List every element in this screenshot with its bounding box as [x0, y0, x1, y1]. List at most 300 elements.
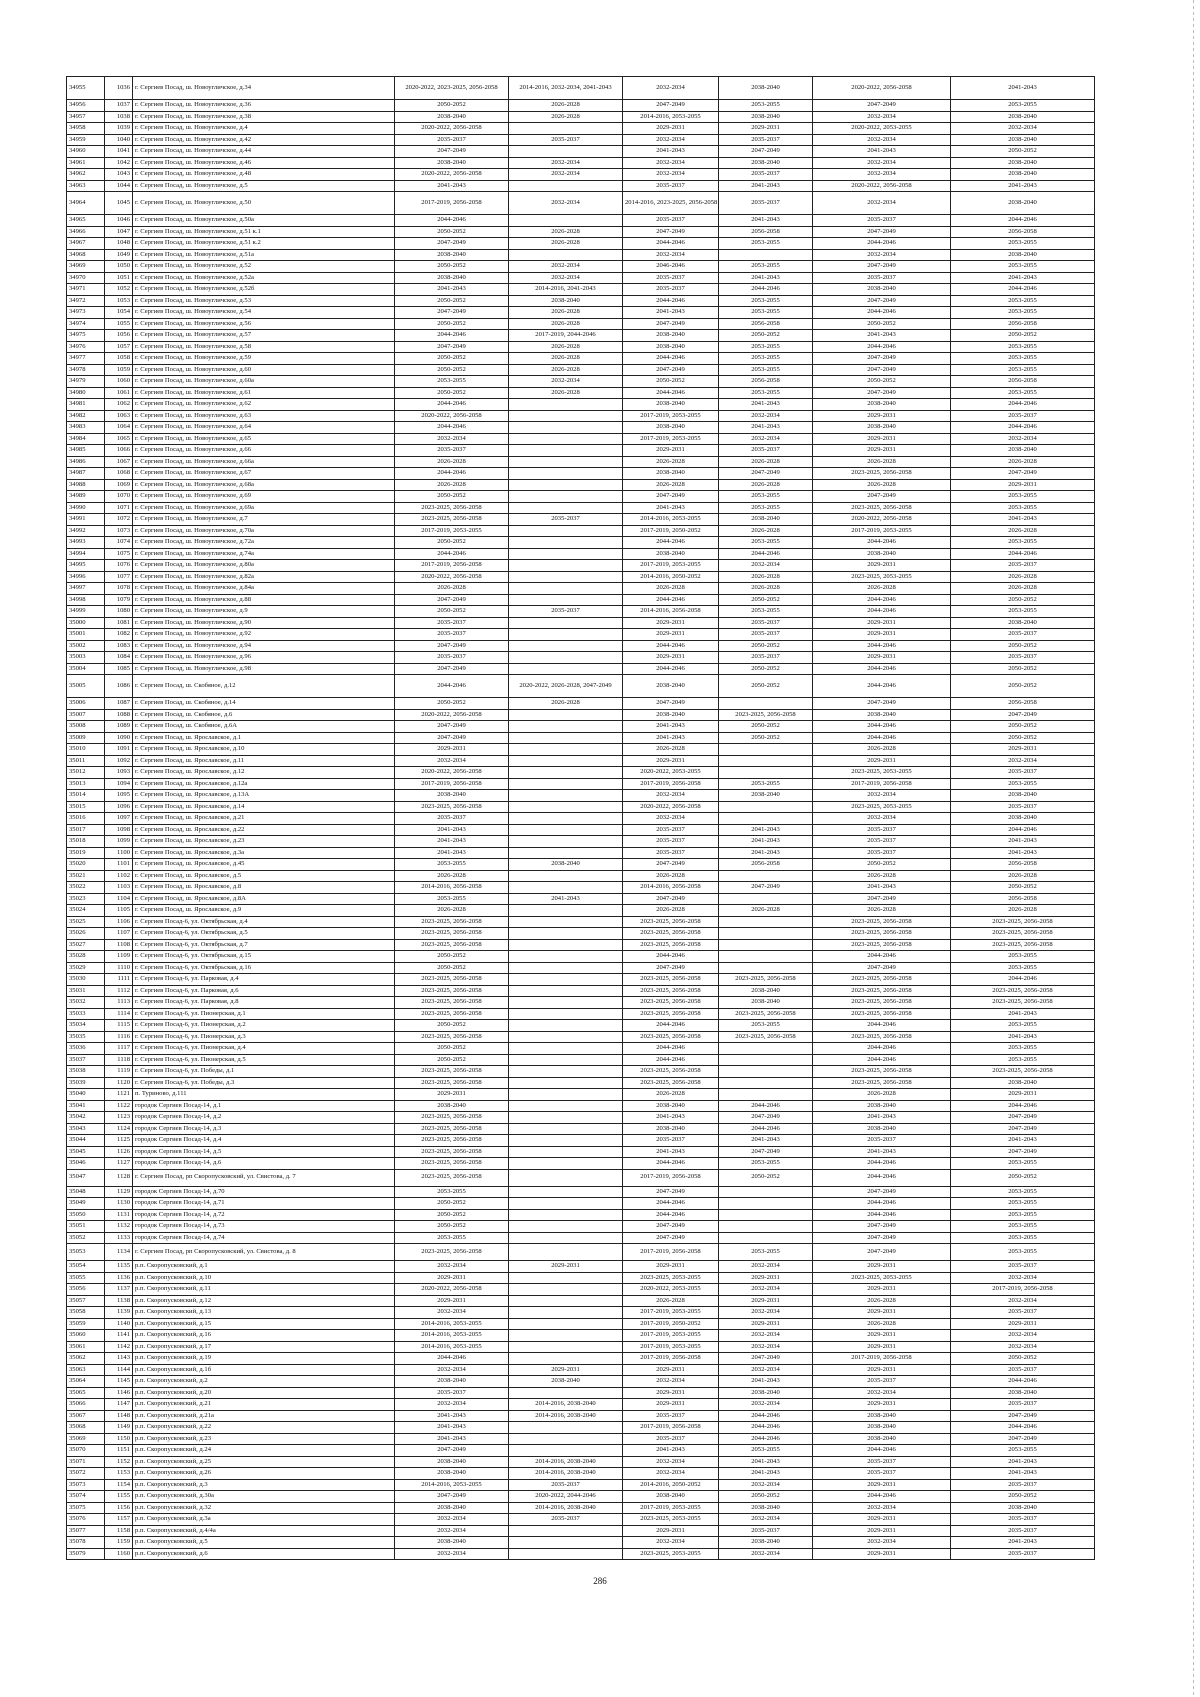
- row-number: 1087: [105, 698, 133, 710]
- row-number: 1036: [105, 77, 133, 100]
- period-col-4: 2029-2031: [719, 1272, 813, 1284]
- period-col-2: [509, 479, 623, 491]
- address: г. Сергиев Посад, ш. Новоугличское, д.34: [133, 77, 395, 100]
- address: г. Сергиев Посад, ш. Ярославское, д.12а: [133, 778, 395, 790]
- period-col-3: 2014-2016, 2023-2025, 2056-2058: [623, 192, 719, 215]
- period-col-2: 2026-2028: [509, 111, 623, 123]
- period-col-4: 2032-2034: [719, 433, 813, 445]
- period-col-1: 2041-2043: [395, 284, 509, 296]
- table-row: [67, 1244, 1095, 1261]
- period-col-5: 2023-2025, 2053-2055: [813, 801, 951, 813]
- period-col-5: 2032-2034: [813, 157, 951, 169]
- period-col-5: 2023-2025, 2056-2058: [813, 502, 951, 514]
- period-col-5: 2047-2049: [813, 100, 951, 112]
- period-col-6: 2047-2049: [951, 1433, 1095, 1445]
- table-row: [67, 295, 1095, 307]
- period-col-1: 2044-2046: [395, 399, 509, 411]
- period-col-4: 2023-2025, 2056-2058: [719, 1031, 813, 1043]
- period-col-3: 2032-2034: [623, 813, 719, 825]
- period-col-3: 2038-2040: [623, 330, 719, 342]
- period-col-3: 2023-2025, 2056-2058: [623, 916, 719, 928]
- period-col-5: 2035-2037: [813, 1376, 951, 1388]
- period-col-1: 2044-2046: [395, 468, 509, 480]
- period-col-2: 2020-2022, 2044-2046: [509, 1491, 623, 1503]
- address: г. Сергиев Посад-6, ул. Октябрьская, д.7: [133, 939, 395, 951]
- period-col-4: [719, 1077, 813, 1089]
- period-col-4: 2044-2046: [719, 1410, 813, 1422]
- period-col-5: 2029-2031: [813, 1514, 951, 1526]
- record-id: 35070: [67, 1445, 105, 1457]
- period-col-1: 2023-2025, 2056-2058: [395, 1008, 509, 1020]
- period-col-1: 2047-2049: [395, 640, 509, 652]
- row-number: 1062: [105, 399, 133, 411]
- record-id: 35008: [67, 721, 105, 733]
- period-col-1: 2047-2049: [395, 146, 509, 158]
- period-col-3: 2032-2034: [623, 157, 719, 169]
- period-col-1: 2023-2025, 2056-2058: [395, 1135, 509, 1147]
- period-col-3: 2044-2046: [623, 1020, 719, 1032]
- period-col-2: [509, 801, 623, 813]
- period-col-6: 2053-2055: [951, 1244, 1095, 1261]
- table-row: [67, 1548, 1095, 1560]
- period-col-2: [509, 1112, 623, 1124]
- period-col-3: 2032-2034: [623, 77, 719, 100]
- period-col-4: 2038-2040: [719, 77, 813, 100]
- address: г. Сергиев Посад, ш. Новоугличское, д.94: [133, 640, 395, 652]
- period-col-1: 2053-2055: [395, 859, 509, 871]
- period-col-1: 2047-2049: [395, 307, 509, 319]
- address: г. Сергиев Посад, ш. Новоугличское, д.52б: [133, 284, 395, 296]
- address: г. Сергиев Посад, ш. Новоугличское, д.53: [133, 295, 395, 307]
- period-col-3: 2047-2049: [623, 364, 719, 376]
- period-col-2: [509, 1284, 623, 1296]
- table-row: [67, 157, 1095, 169]
- period-col-5: 2047-2049: [813, 962, 951, 974]
- period-col-1: 2029-2031: [395, 1295, 509, 1307]
- period-col-2: [509, 410, 623, 422]
- period-col-6: 2053-2055: [951, 778, 1095, 790]
- period-col-3: 2035-2037: [623, 284, 719, 296]
- period-col-6: 2041-2043: [951, 272, 1095, 284]
- address: р.п. Скоропусковский, д.3а: [133, 1514, 395, 1526]
- period-col-6: 2047-2049: [951, 1112, 1095, 1124]
- address: р.п. Скоропусковский, д.10: [133, 1272, 395, 1284]
- period-col-2: [509, 1066, 623, 1078]
- period-col-1: 2032-2034: [395, 755, 509, 767]
- record-id: 34955: [67, 77, 105, 100]
- table-row: [67, 916, 1095, 928]
- period-col-4: [719, 962, 813, 974]
- period-col-3: 2026-2028: [623, 744, 719, 756]
- row-number: 1048: [105, 238, 133, 250]
- period-col-3: 2026-2028: [623, 479, 719, 491]
- period-col-3: 2038-2040: [623, 468, 719, 480]
- period-col-3: 2014-2016, 2050-2052: [623, 1479, 719, 1491]
- row-number: 1143: [105, 1353, 133, 1365]
- address: городок Сергиев Посад-14, д.3: [133, 1123, 395, 1135]
- period-col-6: 2053-2055: [951, 261, 1095, 273]
- row-number: 1139: [105, 1307, 133, 1319]
- period-col-6: 2038-2040: [951, 617, 1095, 629]
- period-col-6: 2032-2034: [951, 1295, 1095, 1307]
- address: р.п. Скоропусковский, д.1: [133, 1261, 395, 1273]
- period-col-3: 2047-2049: [623, 962, 719, 974]
- period-col-6: 2053-2055: [951, 1186, 1095, 1198]
- period-col-4: 2026-2028: [719, 583, 813, 595]
- period-col-5: 2038-2040: [813, 548, 951, 560]
- period-col-2: 2026-2028: [509, 307, 623, 319]
- period-col-6: 2053-2055: [951, 1445, 1095, 1457]
- period-col-2: 2026-2028: [509, 353, 623, 365]
- address: р.п. Скоропусковский, д.5: [133, 1537, 395, 1549]
- row-number: 1094: [105, 778, 133, 790]
- table-row: [67, 1089, 1095, 1101]
- period-col-4: 2053-2055: [719, 261, 813, 273]
- period-col-4: 2032-2034: [719, 410, 813, 422]
- row-number: 1043: [105, 169, 133, 181]
- period-col-4: 2026-2028: [719, 905, 813, 917]
- period-col-4: 2053-2055: [719, 387, 813, 399]
- row-number: 1119: [105, 1066, 133, 1078]
- period-col-3: 2017-2019, 2050-2052: [623, 1318, 719, 1330]
- period-col-5: 2029-2031: [813, 1548, 951, 1560]
- period-col-1: 2026-2028: [395, 583, 509, 595]
- table-row: [67, 698, 1095, 710]
- table-row: [67, 1341, 1095, 1353]
- address: г. Сергиев Посад, ш. Новоугличское, д.64: [133, 422, 395, 434]
- period-col-6: 2044-2046: [951, 974, 1095, 986]
- record-id: 35027: [67, 939, 105, 951]
- period-col-5: 2026-2028: [813, 1089, 951, 1101]
- record-id: 34994: [67, 548, 105, 560]
- period-col-1: 2032-2034: [395, 1307, 509, 1319]
- address: городок Сергиев Посад-14, д.5: [133, 1146, 395, 1158]
- period-col-2: 2026-2028: [509, 698, 623, 710]
- period-col-2: [509, 836, 623, 848]
- row-number: 1110: [105, 962, 133, 974]
- table-row: [67, 376, 1095, 388]
- address: р.п. Скоропусковский, д.12: [133, 1295, 395, 1307]
- address: г. Сергиев Посад, ш. Новоугличское, д.82а: [133, 571, 395, 583]
- period-col-4: 2041-2043: [719, 1456, 813, 1468]
- period-col-4: 2038-2040: [719, 997, 813, 1009]
- table-row: [67, 1261, 1095, 1273]
- period-col-4: [719, 767, 813, 779]
- address: г. Сергиев Посад, ш. Ярославское, д.5: [133, 870, 395, 882]
- address: р.п. Скоропусковский, д.21: [133, 1399, 395, 1411]
- period-col-6: 2053-2055: [951, 1232, 1095, 1244]
- period-col-3: 2047-2049: [623, 491, 719, 503]
- record-id: 35031: [67, 985, 105, 997]
- period-col-5: 2029-2031: [813, 1330, 951, 1342]
- period-col-5: 2044-2046: [813, 1491, 951, 1503]
- table-row: [67, 974, 1095, 986]
- address: р.п. Скоропусковский, д.22: [133, 1422, 395, 1434]
- period-col-2: 2032-2034: [509, 376, 623, 388]
- row-number: 1140: [105, 1318, 133, 1330]
- table-row: [67, 1272, 1095, 1284]
- address: г. Сергиев Посад, ш. Новоугличское, д.46: [133, 157, 395, 169]
- period-col-3: 2047-2049: [623, 318, 719, 330]
- period-col-3: 2032-2034: [623, 1456, 719, 1468]
- address: г. Сергиев Посад, ш. Новоугличское, д.5: [133, 180, 395, 192]
- row-number: 1114: [105, 1008, 133, 1020]
- table-row: [67, 1479, 1095, 1491]
- period-col-6: 2044-2046: [951, 1376, 1095, 1388]
- period-col-6: 2050-2052: [951, 146, 1095, 158]
- period-col-3: 2017-2019, 2056-2058: [623, 1353, 719, 1365]
- table-row: [67, 1008, 1095, 1020]
- record-id: 34995: [67, 560, 105, 572]
- period-col-1: 2023-2025, 2056-2058: [395, 997, 509, 1009]
- period-col-1: 2026-2028: [395, 905, 509, 917]
- table-row: [67, 1232, 1095, 1244]
- table-row: [67, 905, 1095, 917]
- period-col-4: 2047-2049: [719, 1353, 813, 1365]
- period-col-4: 2056-2058: [719, 859, 813, 871]
- period-col-1: 2038-2040: [395, 1376, 509, 1388]
- row-number: 1142: [105, 1341, 133, 1353]
- period-col-6: 2053-2055: [951, 1043, 1095, 1055]
- table-row: [67, 732, 1095, 744]
- period-col-1: 2038-2040: [395, 111, 509, 123]
- row-number: 1121: [105, 1089, 133, 1101]
- period-col-1: 2047-2049: [395, 721, 509, 733]
- row-number: 1097: [105, 813, 133, 825]
- table-row: [67, 997, 1095, 1009]
- address: г. Сергиев Посад, ш. Новоугличское, д.51 к.2: [133, 238, 395, 250]
- period-col-4: 2053-2055: [719, 537, 813, 549]
- period-col-5: 2044-2046: [813, 732, 951, 744]
- period-col-1: 2032-2034: [395, 433, 509, 445]
- table-row: [67, 1135, 1095, 1147]
- period-col-1: 2053-2055: [395, 893, 509, 905]
- period-col-5: 2029-2031: [813, 1525, 951, 1537]
- row-number: 1044: [105, 180, 133, 192]
- row-number: 1060: [105, 376, 133, 388]
- period-col-4: 2035-2037: [719, 169, 813, 181]
- period-col-6: 2032-2034: [951, 1330, 1095, 1342]
- period-col-5: 2023-2025, 2053-2055: [813, 1272, 951, 1284]
- period-col-6: 2050-2052: [951, 663, 1095, 675]
- row-number: 1155: [105, 1491, 133, 1503]
- period-col-4: [719, 1043, 813, 1055]
- period-col-1: 2050-2052: [395, 364, 509, 376]
- record-id: 34974: [67, 318, 105, 330]
- period-col-3: 2035-2037: [623, 1410, 719, 1422]
- address: г. Сергиев Посад, ш. Новоугличское, д.54: [133, 307, 395, 319]
- table-row: [67, 272, 1095, 284]
- period-col-6: 2029-2031: [951, 744, 1095, 756]
- period-col-3: 2035-2037: [623, 824, 719, 836]
- record-id: 35014: [67, 790, 105, 802]
- period-col-4: 2026-2028: [719, 571, 813, 583]
- row-number: 1088: [105, 709, 133, 721]
- row-number: 1158: [105, 1525, 133, 1537]
- period-col-2: [509, 1232, 623, 1244]
- period-col-6: 2038-2040: [951, 1077, 1095, 1089]
- period-col-5: 2029-2031: [813, 1364, 951, 1376]
- record-id: 35045: [67, 1146, 105, 1158]
- table-row: [67, 445, 1095, 457]
- period-col-5: 2035-2037: [813, 215, 951, 227]
- period-col-6: 2038-2040: [951, 813, 1095, 825]
- address: р.п. Скоропусковский, д.25: [133, 1456, 395, 1468]
- period-col-6: 2026-2028: [951, 870, 1095, 882]
- period-col-1: 2023-2025, 2056-2058: [395, 928, 509, 940]
- address: г. Сергиев Посад, ш. Новоугличское, д.4: [133, 123, 395, 135]
- table-row: [67, 111, 1095, 123]
- period-col-1: 2020-2022, 2023-2025, 2056-2058: [395, 77, 509, 100]
- table-row: [67, 1031, 1095, 1043]
- address: р.п. Скоропусковский, д.1б: [133, 1364, 395, 1376]
- table-row: [67, 893, 1095, 905]
- period-col-3: 2044-2046: [623, 1158, 719, 1170]
- period-col-6: 2044-2046: [951, 824, 1095, 836]
- table-row: [67, 1399, 1095, 1411]
- period-col-1: 2020-2022, 2056-2058: [395, 1284, 509, 1296]
- period-col-1: 2047-2049: [395, 594, 509, 606]
- address: р.п. Скоропусковский, д.24: [133, 1445, 395, 1457]
- table-row: [67, 1307, 1095, 1319]
- record-id: 34970: [67, 272, 105, 284]
- period-col-5: 2044-2046: [813, 1020, 951, 1032]
- period-col-3: 2044-2046: [623, 951, 719, 963]
- period-col-1: 2053-2055: [395, 1232, 509, 1244]
- table-row: [67, 1376, 1095, 1388]
- row-number: 1063: [105, 410, 133, 422]
- period-col-6: 2023-2025, 2056-2058: [951, 928, 1095, 940]
- row-number: 1064: [105, 422, 133, 434]
- period-col-5: 2023-2025, 2056-2058: [813, 916, 951, 928]
- period-col-6: 2023-2025, 2056-2058: [951, 916, 1095, 928]
- period-col-4: 2053-2055: [719, 1158, 813, 1170]
- address: г. Сергиев Посад, ш. Ярославское, д.11: [133, 755, 395, 767]
- period-col-1: 2035-2037: [395, 652, 509, 664]
- period-col-3: 2047-2049: [623, 100, 719, 112]
- record-id: 35022: [67, 882, 105, 894]
- address: г. Сергиев Посад-6, ул. Пионерская, д.5: [133, 1054, 395, 1066]
- period-col-2: [509, 1318, 623, 1330]
- period-col-4: 2026-2028: [719, 525, 813, 537]
- table-row: [67, 1433, 1095, 1445]
- period-col-5: 2044-2046: [813, 1445, 951, 1457]
- row-number: 1147: [105, 1399, 133, 1411]
- period-col-6: 2056-2058: [951, 893, 1095, 905]
- period-col-2: [509, 583, 623, 595]
- period-col-5: 2023-2025, 2056-2058: [813, 1077, 951, 1089]
- period-col-6: 2053-2055: [951, 537, 1095, 549]
- row-number: 1131: [105, 1209, 133, 1221]
- address: г. Сергиев Посад, ш. Новоугличское, д.63: [133, 410, 395, 422]
- period-col-2: [509, 1433, 623, 1445]
- period-col-4: 2053-2055: [719, 1020, 813, 1032]
- address: г. Сергиев Посад, ш. Ярославское, д.14: [133, 801, 395, 813]
- record-id: 35021: [67, 870, 105, 882]
- period-col-3: 2023-2025, 2056-2058: [623, 997, 719, 1009]
- period-col-4: 2041-2043: [719, 180, 813, 192]
- address: г. Сергиев Посад, ш. Новоугличское, д.59: [133, 353, 395, 365]
- period-col-3: 2041-2043: [623, 307, 719, 319]
- table-row: [67, 410, 1095, 422]
- period-col-6: 2035-2037: [951, 560, 1095, 572]
- table-row: [67, 594, 1095, 606]
- period-col-4: 2038-2040: [719, 1387, 813, 1399]
- address: г. Сергиев Посад, ш. Новоугличское, д.50: [133, 192, 395, 215]
- period-col-5: 2035-2037: [813, 1456, 951, 1468]
- period-col-5: 2038-2040: [813, 422, 951, 434]
- table-row: [67, 1364, 1095, 1376]
- period-col-2: 2035-2037: [509, 514, 623, 526]
- record-id: 34998: [67, 594, 105, 606]
- period-col-1: 2050-2052: [395, 387, 509, 399]
- period-col-6: 2035-2037: [951, 1399, 1095, 1411]
- row-number: 1112: [105, 985, 133, 997]
- period-col-6: 2050-2052: [951, 1169, 1095, 1186]
- period-col-1: 2038-2040: [395, 1502, 509, 1514]
- period-col-5: 2029-2031: [813, 1261, 951, 1273]
- period-col-6: 2029-2031: [951, 1089, 1095, 1101]
- period-col-2: [509, 1387, 623, 1399]
- address: п. Туриново, д.111: [133, 1089, 395, 1101]
- period-col-1: 2038-2040: [395, 790, 509, 802]
- period-col-4: 2032-2034: [719, 1341, 813, 1353]
- record-id: 34982: [67, 410, 105, 422]
- period-col-5: 2023-2025, 2056-2058: [813, 974, 951, 986]
- period-col-6: 2035-2037: [951, 767, 1095, 779]
- period-col-4: 2044-2046: [719, 1123, 813, 1135]
- row-number: 1120: [105, 1077, 133, 1089]
- address: г. Сергиев Посад, ш. Ярославское, д.23: [133, 836, 395, 848]
- period-col-4: 2041-2043: [719, 422, 813, 434]
- period-col-5: 2041-2043: [813, 1146, 951, 1158]
- period-col-1: 2044-2046: [395, 330, 509, 342]
- row-number: 1067: [105, 456, 133, 468]
- table-row: [67, 778, 1095, 790]
- period-col-1: 2038-2040: [395, 1537, 509, 1549]
- address: г. Сергиев Посад, ш. Новоугличское, д.98: [133, 663, 395, 675]
- record-id: 35047: [67, 1169, 105, 1186]
- period-col-5: 2029-2031: [813, 1479, 951, 1491]
- address: г. Сергиев Посад, ш. Ярославское, д.3а: [133, 847, 395, 859]
- address: г. Сергиев Посад, ш. Новоугличское, д.7: [133, 514, 395, 526]
- record-id: 35042: [67, 1112, 105, 1124]
- address: г. Сергиев Посад, ш. Новоугличское, д.51 к.1: [133, 226, 395, 238]
- period-col-2: [509, 1330, 623, 1342]
- period-col-3: 2026-2028: [623, 583, 719, 595]
- address: г. Сергиев Посад, ш. Ярославское, д.8А: [133, 893, 395, 905]
- period-col-6: 2038-2040: [951, 790, 1095, 802]
- period-col-4: [719, 1089, 813, 1101]
- row-number: 1109: [105, 951, 133, 963]
- period-col-5: 2044-2046: [813, 1054, 951, 1066]
- record-id: 34985: [67, 445, 105, 457]
- address: р.п. Скоропусковский, д.23: [133, 1433, 395, 1445]
- period-col-2: [509, 180, 623, 192]
- record-id: 35029: [67, 962, 105, 974]
- period-col-5: 2047-2049: [813, 226, 951, 238]
- table-row: [67, 870, 1095, 882]
- period-col-2: [509, 916, 623, 928]
- record-id: 35020: [67, 859, 105, 871]
- period-col-2: 2038-2040: [509, 859, 623, 871]
- table-row: [67, 1066, 1095, 1078]
- period-col-1: 2023-2025, 2056-2058: [395, 1123, 509, 1135]
- period-col-4: [719, 1066, 813, 1078]
- period-col-6: 2041-2043: [951, 1468, 1095, 1480]
- table-row: [67, 1468, 1095, 1480]
- period-col-5: 2032-2034: [813, 169, 951, 181]
